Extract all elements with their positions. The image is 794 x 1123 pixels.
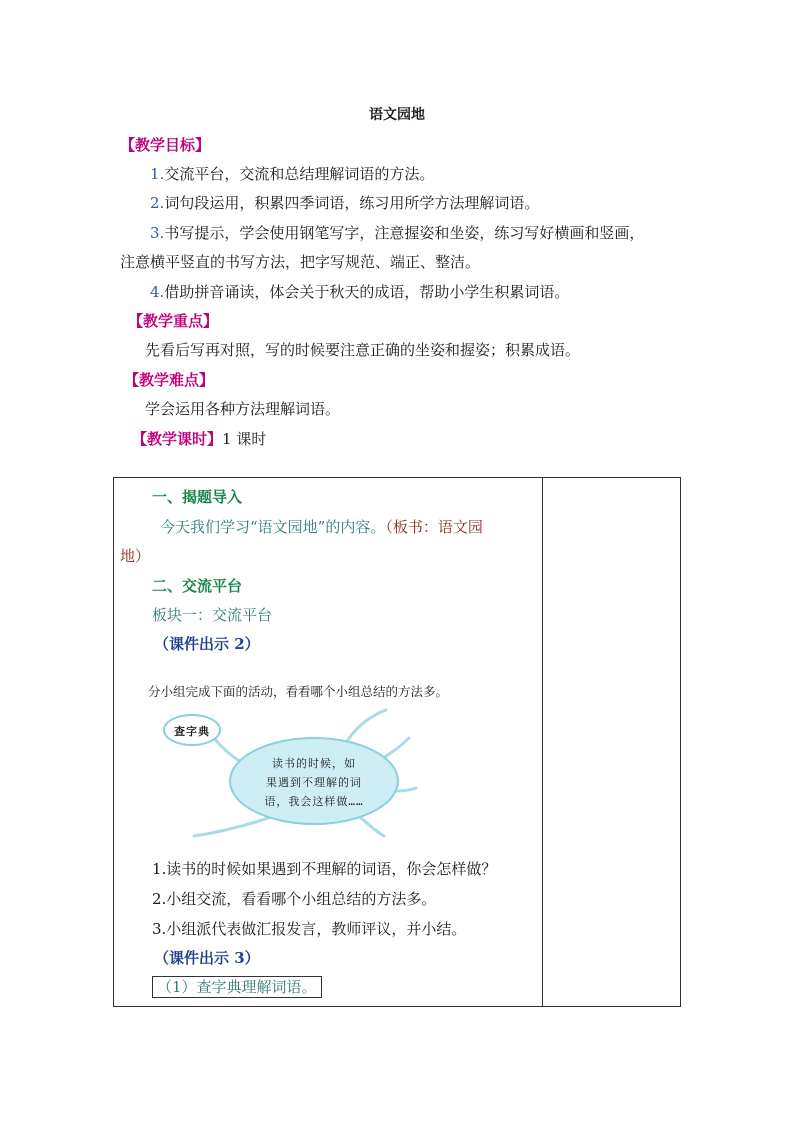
objective-item-3-cont: 注意横平竖直的书写方法，把字写规范、端正、整洁。	[120, 253, 481, 271]
center-line: 语，我会这样做……	[264, 795, 364, 808]
objective-num: 1.	[150, 165, 165, 183]
board-note: （板书：语文园	[385, 518, 483, 536]
question-1: 1.读书的时候如果遇到不理解的词语，你会怎样做？	[152, 860, 497, 878]
section-2-heading: 二、交流平台	[152, 577, 243, 595]
center-line: 读书的时候，如	[272, 757, 356, 770]
objective-item-4	[150, 281, 569, 302]
mind-map-node-dictionary: 查字典	[174, 725, 210, 738]
block-1-label: 板块一：交流平台	[152, 606, 273, 624]
objective-item-3	[150, 222, 644, 243]
difficulties-text: 学会运用各种方法理解词语。	[145, 400, 341, 418]
hours-value: 1 课时	[222, 430, 267, 448]
objective-item-1	[150, 163, 434, 184]
question-2: 2.小组交流，看看哪个小组总结的方法多。	[152, 890, 437, 908]
lesson-notes-cell	[543, 478, 681, 1007]
page-title: 语文园地	[369, 107, 425, 123]
objective-text: 词句段运用，积累四季词语，练习用所学方法理解词语。	[164, 194, 540, 212]
center-line: 果遇到不理解的词	[266, 776, 362, 789]
lesson-content-cell	[114, 478, 543, 1007]
section-1-heading: 一、揭题导入	[152, 488, 243, 506]
boxed-item-wrapper	[152, 976, 322, 997]
mind-map-caption: 分小组完成下面的活动，看看哪个小组总结的方法多。	[148, 684, 449, 699]
objective-text: 借助拼音诵读，体会关于秋天的成语，帮助小学生积累词语。	[164, 283, 570, 301]
objectives-heading: 【教学目标】	[120, 136, 211, 154]
mind-map-center-text	[234, 754, 394, 811]
objective-text: 交流平台，交流和总结理解词语的方法。	[164, 165, 435, 183]
objective-num: 2.	[150, 194, 165, 212]
intro-text: 今天我们学习“语文园地”的内容。	[160, 518, 386, 536]
question-3: 3.小组派代表做汇报发言，教师评议，并小结。	[152, 920, 467, 938]
key-points-heading: 【教学重点】	[128, 312, 219, 330]
key-points-text: 先看后写再对照，写的时候要注意正确的坐姿和握姿；积累成语。	[145, 341, 581, 359]
boxed-item: （1）查字典理解词语。	[152, 976, 322, 998]
objective-num: 4.	[150, 283, 165, 301]
board-note-cont: 地）	[120, 547, 151, 565]
section-1-text	[160, 516, 483, 537]
hours-row	[132, 428, 266, 449]
hours-heading: 【教学课时】	[132, 430, 223, 448]
objective-text: 书写提示，学会使用钢笔写字，注意握姿和坐姿，练习写好横画和竖画，	[164, 224, 645, 242]
difficulties-heading: 【教学难点】	[124, 371, 215, 389]
objective-num: 3.	[150, 224, 165, 242]
lesson-table	[113, 477, 681, 1007]
objective-item-2	[150, 192, 539, 213]
slide-2-label: （课件出示 2）	[154, 635, 260, 653]
slide-3-label: （课件出示 3）	[154, 949, 260, 967]
